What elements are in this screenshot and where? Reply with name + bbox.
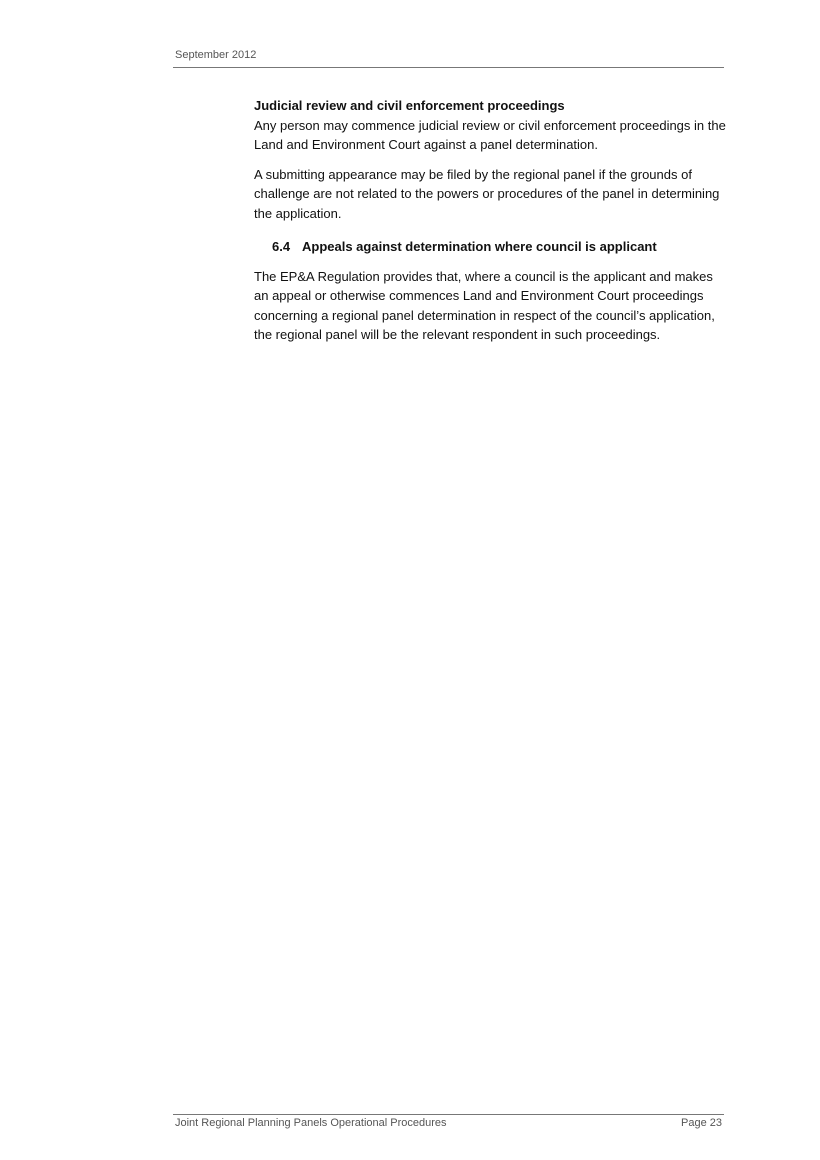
header-divider <box>173 67 724 68</box>
section-heading-6-4 <box>254 237 726 257</box>
section-number: 6.4 <box>272 239 291 254</box>
page-header-date: September 2012 <box>175 49 257 61</box>
section-title: Appeals against determination where council is applicant <box>302 239 657 254</box>
paragraph-epa-regulation: The EP&A Regulation provides that, where a council is the applicant and makes an appeal or otherwise commences Land and Environment Court proceedings concerning a regional panel determination in respect of the council’s application, the regional panel will be the relevant respondent in such proceedings. <box>254 268 715 342</box>
footer-page-number: Page 23 <box>681 1117 722 1129</box>
subheading-judicial-review: Judicial review and civil enforcement proceedings <box>254 98 565 113</box>
page-body <box>254 96 726 355</box>
footer-divider <box>173 1114 724 1115</box>
paragraph-judicial-review: Any person may commence judicial review or civil enforcement proceedings in the Land and Environment Court against a panel determination. <box>254 117 726 152</box>
paragraph-submitting-appearance: A submitting appearance may be filed by the regional panel if the grounds of challenge are not related to the powers or procedures of the panel in determining the application. <box>254 166 720 221</box>
footer-document-title: Joint Regional Planning Panels Operational Procedures <box>175 1117 447 1129</box>
